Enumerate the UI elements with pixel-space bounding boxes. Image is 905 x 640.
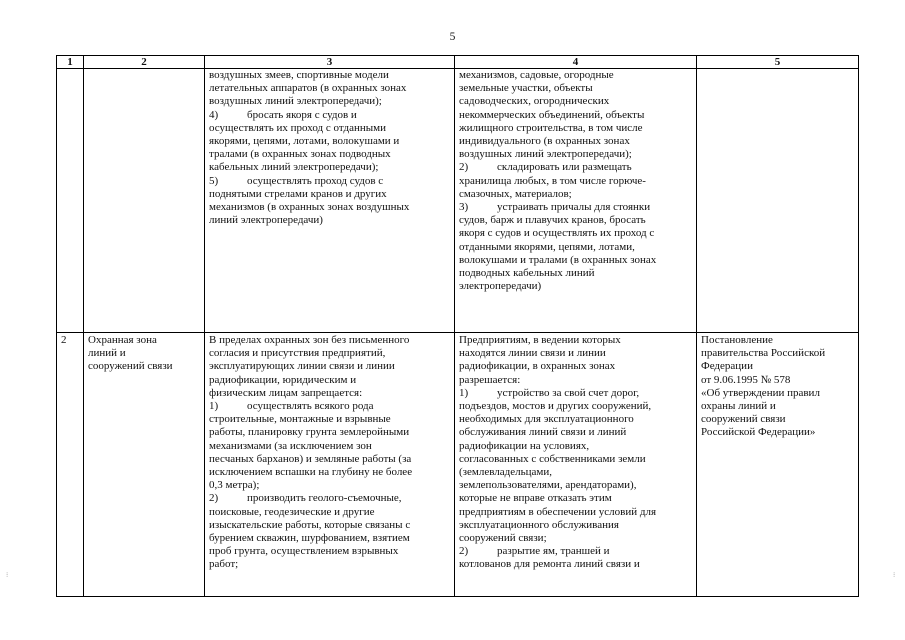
cell-line: бурением скважин, шурфованием, взятием xyxy=(209,532,410,545)
cell-line: 1) осуществлять всякого рода xyxy=(209,400,374,413)
zone-name-cell xyxy=(84,69,205,333)
column-header-5: 5 xyxy=(697,56,859,69)
cell-line: изыскательские работы, которые связаны с xyxy=(209,518,411,531)
cell-line: физическим лицам запрещается: xyxy=(209,386,363,399)
cell-line: земельные участки, объекты xyxy=(459,82,593,95)
cell-line: сооружений связи xyxy=(701,413,786,426)
cell-line: воздушных змеев, спортивные модели xyxy=(209,69,389,81)
cell-line: правительства Российской xyxy=(701,347,826,360)
cell-line: механизмов (в охранных зонах воздушных xyxy=(209,201,410,214)
cell-line: электропередачи) xyxy=(459,280,542,293)
cell-line: радиофикации, юридическим и xyxy=(209,373,357,386)
row-number-cell: 2 xyxy=(57,333,84,597)
cell-line: эксплуатационного обслуживания xyxy=(459,518,619,531)
cell-line: которые не вправе отказать этим xyxy=(459,492,612,505)
cell-line: хранилища любых, в том числе горюче- xyxy=(459,174,646,187)
cell-line: воздушных линий электропередачи); xyxy=(209,95,382,108)
margin-mark-right: ⁝ xyxy=(893,571,896,579)
cell-line: Постановление xyxy=(701,334,773,346)
column-header-2: 2 xyxy=(84,56,205,69)
cell-line: находятся линии связи и линии xyxy=(459,347,606,360)
cell-line: (землевладельцами, xyxy=(459,466,552,479)
cell-line: волокушами и тралами (в охранных зонах xyxy=(459,253,657,266)
cell-line: «Об утверждении правил xyxy=(701,386,820,399)
cell-line: кабельных линий электропередачи); xyxy=(209,161,379,174)
cell-line: поисковые, геодезические и другие xyxy=(209,505,375,518)
cell-line: обслуживания линий связи и линий xyxy=(459,426,627,439)
cell-line: предприятиям в обеспечении условий для xyxy=(459,505,657,518)
cell-line: воздушных линий электропередачи); xyxy=(459,148,632,161)
cell-line: В пределах охранных зон без письменного xyxy=(209,334,410,346)
cell-line: 2) производить геолого-съемочные, xyxy=(209,492,402,505)
cell-line: поднятыми стрелами кранов и других xyxy=(209,187,387,200)
cell-line: от 9.06.1995 № 578 xyxy=(701,373,791,386)
cell-line: 0,3 метра); xyxy=(209,479,260,492)
cell-line: смазочных, материалов; xyxy=(459,187,572,200)
cell-line: судов, барж и плавучих кранов, бросать xyxy=(459,214,646,227)
cell-line: якорями, цепями, лотами, волокушами и xyxy=(209,135,400,148)
cell-line: работы, планировку грунта землеройными xyxy=(209,426,410,439)
cell-line: подводных кабельных линий xyxy=(459,267,595,280)
cell-line: механизмами (за исключением зон xyxy=(209,439,372,452)
cell-line: линий электропередачи) xyxy=(209,214,323,227)
cell-line: сооружений связи; xyxy=(459,532,547,545)
cell-line: жилищного строительства, в том числе xyxy=(459,121,643,134)
cell-line: необходимых для эксплуатационного xyxy=(459,413,634,426)
prohibitions-cell xyxy=(205,69,455,333)
cell-line: исключением вспашки на глубину не более xyxy=(209,466,413,479)
cell-line: отданными якорями, цепями, лотами, xyxy=(459,240,635,253)
cell-line: якоря с судов и осуществлять их проход с xyxy=(459,227,655,240)
cell-line: 4) бросать якоря с судов и xyxy=(209,108,357,121)
legal-basis-cell xyxy=(697,69,859,333)
cell-line: летательных аппаратов (в охранных зонах xyxy=(209,82,407,95)
cell-line: землепользователями, арендаторами), xyxy=(459,479,637,492)
zones-table xyxy=(56,55,859,597)
column-header-4: 4 xyxy=(455,56,697,69)
cell-line: проб грунта, осуществлением взрывных xyxy=(209,545,399,558)
cell-line: радиофикации на условиях, xyxy=(459,439,590,452)
cell-line: подъездов, мостов и других сооружений, xyxy=(459,400,652,413)
cell-line: котлованов для ремонта линий связи и xyxy=(459,558,640,571)
table-row xyxy=(57,333,859,597)
cell-line: индивидуального (в охранных зонах xyxy=(459,135,630,148)
page-number: 5 xyxy=(449,31,456,43)
table-row xyxy=(57,69,859,333)
zone-name-cell xyxy=(84,333,205,597)
cell-line: линий и xyxy=(88,347,126,360)
cell-line: осуществлять их проход с отданными xyxy=(209,121,386,134)
row-number-cell xyxy=(57,69,84,333)
cell-line: строительные, монтажные и взрывные xyxy=(209,413,391,426)
cell-line: радиофикации, в охранных зонах xyxy=(459,360,616,373)
prohibitions-cell xyxy=(205,333,455,597)
cell-line: песчаных барханов) и земляные работы (за xyxy=(209,452,412,465)
cell-line: Предприятиям, в ведении которых xyxy=(459,334,621,346)
cell-line: садоводческих, огороднических xyxy=(459,95,610,108)
legal-basis-cell xyxy=(697,333,859,597)
cell-line: Федерации xyxy=(701,360,753,373)
cell-line: механизмов, садовые, огородные xyxy=(459,69,614,81)
cell-line: Охранная зона xyxy=(88,334,157,346)
table-header-row xyxy=(57,56,859,69)
cell-line: разрешается: xyxy=(459,373,521,386)
cell-line: охраны линий и xyxy=(701,400,776,413)
permissions-cell xyxy=(455,333,697,597)
column-header-1: 1 xyxy=(57,56,84,69)
cell-line: некоммерческих объединений, объекты xyxy=(459,108,645,121)
cell-line: эксплуатирующих линии связи и линии xyxy=(209,360,395,373)
column-header-3: 3 xyxy=(205,56,455,69)
cell-line: Российской Федерации» xyxy=(701,426,816,439)
cell-line: 5) осуществлять проход судов с xyxy=(209,174,384,187)
cell-line: 1) устройство за свой счет дорог, xyxy=(459,386,640,399)
cell-line: работ; xyxy=(209,558,239,571)
cell-line: 3) устраивать причалы для стоянки xyxy=(459,201,651,214)
cell-line: сооружений связи xyxy=(88,360,173,373)
cell-line: 2) разрытие ям, траншей и xyxy=(459,545,610,558)
margin-mark-left: ⁝ xyxy=(6,571,9,579)
cell-line: 2) складировать или размещать xyxy=(459,161,632,174)
cell-line: тралами (в охранных зонах подводных xyxy=(209,148,391,161)
cell-line: согласованных с собственниками земли xyxy=(459,452,646,465)
cell-line: согласия и присутствия предприятий, xyxy=(209,347,386,360)
permissions-cell xyxy=(455,69,697,333)
